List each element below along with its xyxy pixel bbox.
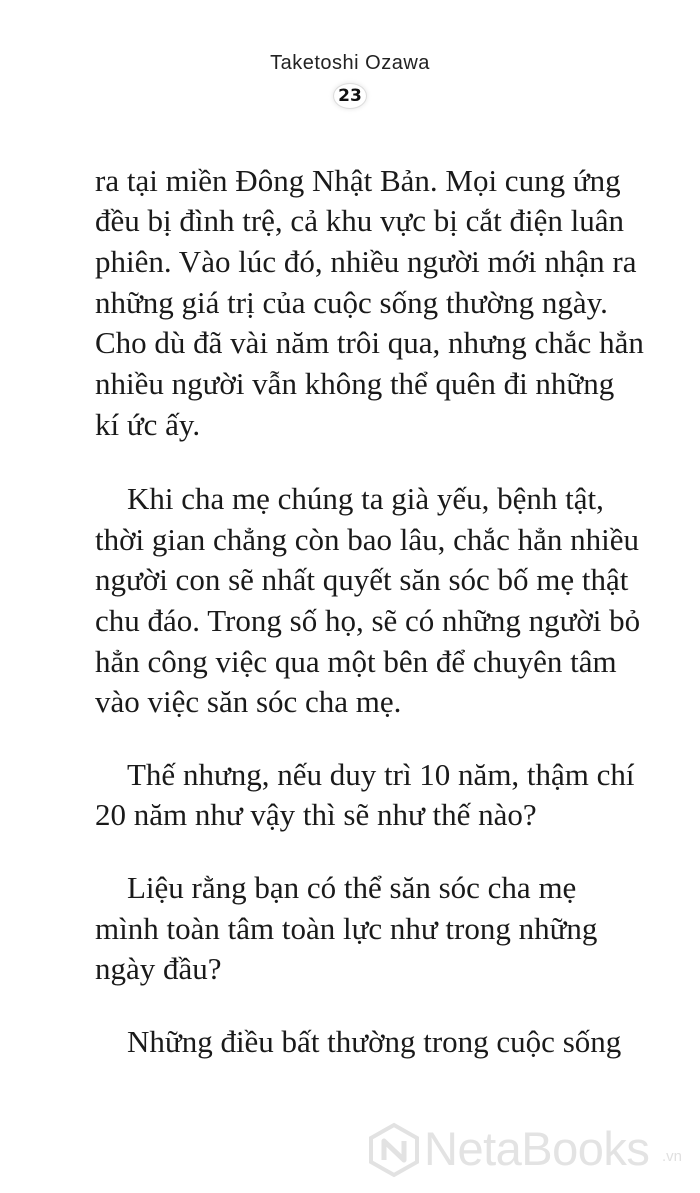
watermark-suffix-text: .vn <box>662 1148 683 1165</box>
page-body: ra tại miền Đông Nhật Bản. Mọi cung ứng đều bị đình trệ, cả khu vực bị cắt điện luân phiên. Vào lúc đó, nhiều người mới nhận ra những giá trị của cuộc sống thường ngày. Cho dù đã vài năm trôi qua, nhưng chắc hẳn nhiều người vẫn không thể quên đi những kí ức ấy. Khi cha mẹ chúng ta già yếu, bệnh tật, thời gian chẳng còn bao lâu, chắc hẳn nhiều người con sẽ nhất quyết săn sóc bố mẹ thật chu đáo. Trong số họ, sẽ có những người bỏ hẳn công việc qua một bên để chuyên tâm vào việc săn sóc cha mẹ. Thế nhưng, nếu duy trì 10 năm, thậm chí 20 năm như vậy thì sẽ như thế nào? Liệu rằng bạn có thể săn sóc cha mẹ mình toàn tâm toàn lực như trong những ngày đầu? Những điều bất thường trong cuộc sống <box>95 163 644 1059</box>
watermark-brand-text: NetaBooks <box>424 1122 650 1175</box>
netabooks-watermark <box>366 1122 700 1182</box>
running-header-author: Taketoshi Ozawa <box>270 52 430 74</box>
page-number: 23 <box>334 84 366 108</box>
netabooks-n-logo-icon <box>366 1122 422 1178</box>
